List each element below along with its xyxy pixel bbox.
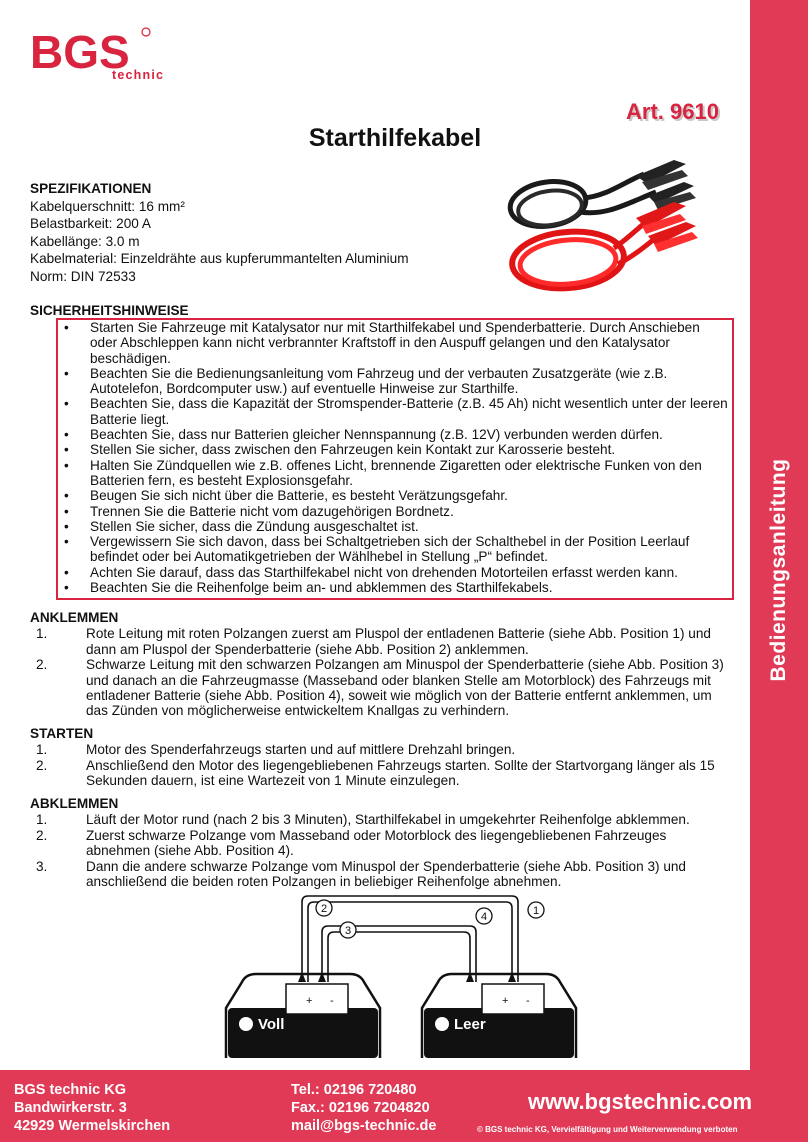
bgs-logo <box>30 24 165 84</box>
list-item <box>30 758 730 789</box>
item-number: 2. <box>36 657 48 673</box>
anklemmen-heading: ANKLEMMEN <box>30 610 119 625</box>
position-2: 2 <box>320 903 328 915</box>
item-number: 2. <box>36 757 48 773</box>
company-street: Bandwirkerstr. 3 <box>14 1100 127 1116</box>
spec-line: Norm: DIN 72533 <box>30 268 136 284</box>
safety-item: • Beachten Sie die Bedienungsanleitung vom Fahrzeug und der verbauten Zusatzgeräte (wie z.B. Autotelefon, Bordcomputer usw.) auf eventuelle Hinweise zur Starthilfe. <box>60 366 730 397</box>
safety-item: • Achten Sie darauf, dass das Starthilfekabel nicht von drehenden Motorteilen erfasst werden kann. <box>60 565 730 580</box>
plus-sign: + <box>502 995 509 1007</box>
safety-item: • Beugen Sie sich nicht über die Batterie, es besteht Verätzungsgefahr. <box>60 488 730 503</box>
spec-line: Kabelquerschnitt: 16 mm² <box>30 198 185 214</box>
company-city: 42929 Wermelskirchen <box>14 1118 171 1134</box>
safety-item: • Beachten Sie, dass nur Batterien gleicher Nennspannung (z.B. 12V) verbunden werden dürfen. <box>60 427 730 442</box>
logo-letters: BGS <box>30 26 130 78</box>
car-label-leer: Leer <box>454 1016 486 1033</box>
item-text: Läuft der Motor rund (nach 2 bis 3 Minuten), Starthilfekabel in umgekehrter Reihenfolge abklemmen. <box>86 812 690 828</box>
safety-item: • Stellen Sie sicher, dass die Zündung ausgeschaltet ist. <box>60 519 730 534</box>
contact-fax: Fax.: 02196 7204820 <box>291 1100 430 1116</box>
minus-sign: - <box>330 995 334 1007</box>
footer-copyright: © BGS technic KG, Vervielfältigung und Weiterverwendung verboten <box>477 1125 738 1134</box>
spec-line: Belastbarkeit: 200 A <box>30 216 151 231</box>
minus-sign: - <box>526 995 530 1007</box>
footer-company <box>14 1081 170 1135</box>
safety-item: • Beachten Sie die Reihenfolge beim an- und abklemmen des Starthilfekabels. <box>60 580 730 595</box>
safety-item: • Halten Sie Zündquellen wie z.B. offenes Licht, brennende Zigaretten oder elektrische Funken von den Batterien fern, es besteht Explosionsgefahr. <box>60 458 730 489</box>
item-text: Schwarze Leitung mit den schwarzen Polzangen am Minuspol der Spenderbatterie (siehe Abb. Position 3) und danach an die Fahrzeugmasse (Masseband oder blanken Stelle am Motorblock) des Fahrzeugs mit entladener Batterie (siehe Abb. Position 4), soweit wie möglich von der Batterie entfernt anklemmen, um das Zünden von möglicherweise entwickeltem Knallgas zu verhindern. <box>86 657 724 719</box>
item-text: Anschließend den Motor des liegengebliebenen Fahrzeugs starten. Sollte der Startvorgang länger als 15 Sekunden dauern, ist eine Wartezeit von 1 Minute einzulegen. <box>86 757 715 789</box>
list-item <box>30 657 730 719</box>
list-item <box>30 859 730 890</box>
item-number: 1. <box>36 812 48 828</box>
specs-heading: SPEZIFIKATIONEN <box>30 181 152 196</box>
safety-item: • Stellen Sie sicher, dass zwischen den Fahrzeugen kein Kontakt zur Karosserie besteht. <box>60 442 730 457</box>
footer <box>0 1070 808 1142</box>
item-text: Rote Leitung mit roten Polzangen zuerst am Pluspol der entladenen Batterie (siehe Abb. Position 1) und dann am Pluspol der Spenderbatterie (siehe Abb. Position 2) anklemmen. <box>86 626 711 657</box>
position-3: 3 <box>344 925 352 937</box>
spec-line: Kabelmaterial: Einzeldrähte aus kupferummantelten Aluminium <box>30 251 409 266</box>
safety-heading: SICHERHEITSHINWEISE <box>30 303 189 318</box>
position-1: 1 <box>532 905 540 917</box>
item-text: Zuerst schwarze Polzange vom Masseband oder Motorblock des liegengebliebenen Fahrzeuges abnehmen (siehe Abb. Position 4). <box>86 827 667 859</box>
section-starten <box>30 726 730 789</box>
connection-diagram <box>220 890 582 1062</box>
item-number: 2. <box>36 827 48 843</box>
plus-sign: + <box>306 995 313 1007</box>
section-anklemmen <box>30 610 730 719</box>
logo-technic: technic <box>112 68 165 82</box>
list-item <box>30 742 730 757</box>
company-name: BGS technic KG <box>14 1082 126 1098</box>
contact-mail[interactable]: mail@bgs-technic.de <box>291 1118 437 1134</box>
safety-item: • Trennen Sie die Batterie nicht vom dazugehörigen Bordnetz. <box>60 504 730 519</box>
list-item <box>30 812 730 827</box>
safety-item: • Vergewissern Sie sich davon, dass bei Schaltgetrieben sich der Schalthebel in der Position Leerlauf befindet oder bei Automatikgetrieben der Wählhebel in Stellung „P“ befindet. <box>60 534 730 565</box>
sidebar-label: Bedienungsanleitung <box>767 458 790 682</box>
safety-list <box>60 320 730 595</box>
item-number: 3. <box>36 858 48 874</box>
footer-contact <box>291 1081 436 1135</box>
car-label-voll: Voll <box>258 1016 285 1033</box>
abklemmen-heading: ABKLEMMEN <box>30 796 119 811</box>
item-text: Dann die andere schwarze Polzange vom Minuspol der Spenderbatterie (siehe Abb. Position 3) und anschließend die beiden roten Polzangen in beliebiger Reihenfolge abnehmen. <box>86 858 686 890</box>
item-number: 1. <box>36 626 48 642</box>
section-abklemmen <box>30 796 730 889</box>
page-title: Starthilfekabel <box>308 124 482 152</box>
safety-item: • Starten Sie Fahrzeuge mit Katalysator nur mit Starthilfekabel und Spenderbatterie. Durch Anschieben oder Abschleppen kann nicht verbrannter Kraftstoff in den Auspuff gelangen und den Katalysator beschädigen. <box>60 320 730 366</box>
specifications <box>30 180 409 285</box>
contact-phone: Tel.: 02196 720480 <box>291 1082 417 1098</box>
spec-line: Kabellänge: 3.0 m <box>30 233 140 249</box>
item-number: 1. <box>36 742 48 758</box>
jumper-cable-image <box>496 156 704 301</box>
article-number: Art. 9610 <box>626 99 719 124</box>
list-item <box>30 828 730 859</box>
safety-item: • Beachten Sie, dass die Kapazität der Stromspender-Batterie (z.B. 45 Ah) nicht wesentlich unter der leeren Batterie liegt. <box>60 396 730 427</box>
item-text: Motor des Spenderfahrzeugs starten und auf mittlere Drehzahl bringen. <box>86 742 516 758</box>
position-4: 4 <box>480 911 488 923</box>
list-item <box>30 626 730 657</box>
footer-website[interactable]: www.bgstechnic.com <box>528 1089 753 1114</box>
starten-heading: STARTEN <box>30 726 94 741</box>
